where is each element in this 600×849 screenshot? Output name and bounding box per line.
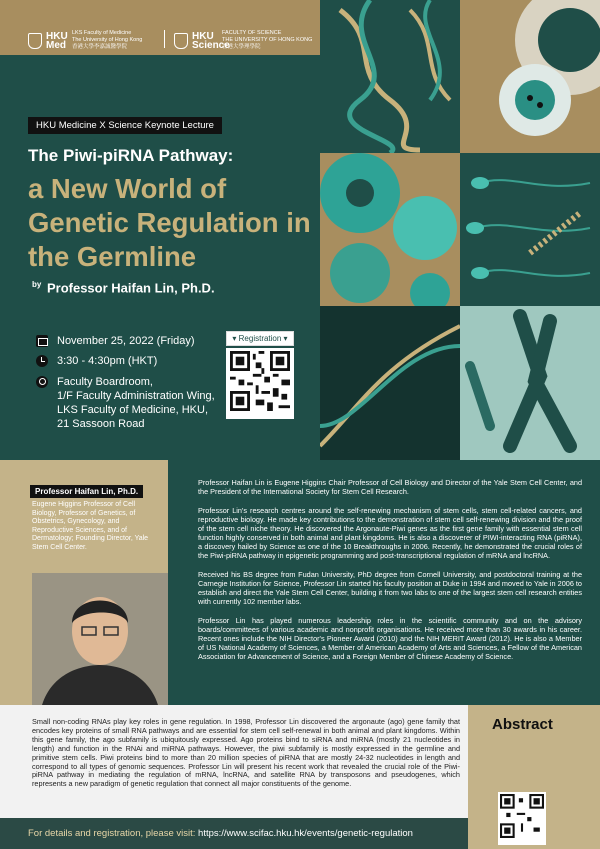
venue-line: 1/F Faculty Administration Wing, [57,390,215,402]
hku-med-text [72,30,142,51]
biography-paragraph: Professor Lin has played numerous leadership roles in the scientific community and on the advisory boards/committees of various academic and nonprofit organisations. He received more than 30 awards in his career. Recent ones include the NIH Director's Pioneer Award (2010) and the NIH MERIT Award (2012). He is also a Member of US National Academy of Sciences, a Member of American Academy of Arts and Sciences, a Fellow of the American Association for Advancement of Science, and a Foreign Member of Chinese Academy of Science. [198,616,582,661]
abstract-title: Abstract [492,716,553,733]
event-date: November 25, 2022 (Friday) [57,335,195,347]
lecture-title-line2: a New World of Genetic Regulation in the Germline [28,173,311,272]
hku-science-logo[interactable] [174,30,312,51]
hku-science-line3: 香港大學理學院 [222,44,261,50]
calendar-icon [36,335,48,347]
footer-text [28,828,413,839]
hku-med-line1: LKS Faculty of Medicine [72,30,132,36]
abstract-text: Small non-coding RNAs play key roles in gene regulation. In 1998, Professor Lin discovered the argonaute (ago) gene family that encodes key proteins of small RNA pathways and are essential for stem cell self-renewal in both animal and plant kingdoms. Within this gene family, the ago subfamily is ubiquitously expressed. Ago proteins bind to siRNA and miRNA (mostly 21 nucleotides in length) and function in the RNAi and miRNA pathways. However, the piwi subfamily is mostly expressed in the germline and primitive stem cells. Piwi proteins bind to more than 20 million species of piRNA that are mostly 24-32 nucleotides in length and correspond to all types of genomic sequences. Professor Lin will present his recent work that revealed the crucial role of the Piwi-piRNA pathway in mediating the regulation of mRNA, lncRNA, and satellite RNA by transposons and pseudogenes, which represents a new paradigm of genetic regulation that connect all major constituents of the genome. [32,717,460,789]
footer-qr-code[interactable] [498,792,546,845]
dna-strand-image [320,306,460,460]
venue-line: Faculty Boardroom, [57,376,153,388]
venue-line: 21 Sassoon Road [57,418,145,430]
qr-code-icon [500,794,544,838]
biography-paragraph: Professor Lin's research centres around the self-renewing mechanism of stem cells, stem cell-related cancers, and reproductive biology. He made key contributions to the demonstration of stem cell self-renewing division and the proof of the stem cell niche theory. He discovered the Argonaute-Piwi genes as the first gene family with essential stem cell function highly conserved in both animal and plant kingdoms. He is also a discoverer of PIWI-interacting RNA (piRNA), a discovery hailed by Science as one of the 10 Breakthroughs in 2006. Recently, he demonstrated the crucial roles of the Piwi-piRNA pathway in epigenetic programming and post-transcriptional regulation of mRNA and lncRNA. [198,506,582,560]
venue-row [36,375,215,431]
cell-image [460,0,600,153]
location-pin-icon [36,376,48,388]
science-image-mosaic [320,0,600,460]
hku-med-line2: The University of Hong Kong [72,37,143,43]
registration-link[interactable]: https://www.scifac.hku.hk/events/genetic-regulation [198,828,413,839]
by-label: by [32,280,42,289]
logo-divider [164,30,165,48]
registration-label: ▾ Registration ▾ [226,331,294,346]
stem-cells-image [320,153,460,306]
venue-line: LKS Faculty of Medicine, HKU, [57,404,209,416]
biography-text [198,478,582,671]
event-venue [57,375,215,431]
lecture-title-line1: The Piwi-piRNA Pathway: [28,146,234,165]
biography-paragraph: Received his BS degree from Fudan University, PhD degree from Cornell University, and postdoctoral training at the Carnegie Institution for Science, Professor Lin started his faculty position at Duke in 1994 and moved to Yale in 2006 to establish and direct the Yale Stem Cell Center, building it from two labs to one of the largest stem cell research entities with currently 102 member labs. [198,570,582,606]
speaker-photo [32,573,168,705]
speaker-role: Eugene Higgins Professor of Cell Biology, Professor of Genetics, of Obstetrics, Gynecology, and Reproductive Sciences, and of Dermatology; Founding Director, Yale Stem Cell Center. [32,501,149,551]
chromosome-image [460,306,600,460]
registration-qr-code[interactable] [226,348,294,419]
registration-box [226,331,294,413]
lecture-series-tag: HKU Medicine X Science Keynote Lecture [28,117,222,134]
hku-science-mark: HKU Science [192,30,230,51]
time-row [36,354,157,368]
hku-science-text [222,30,312,51]
hku-crest-icon [28,33,42,49]
dna-helix-image [320,0,460,153]
speaker-name-tag: Professor Haifan Lin, Ph.D. [30,485,143,498]
footer-lead: For details and registration, please visit: [28,828,196,839]
clock-icon [36,355,48,367]
hku-med-mark: HKU Med [46,30,68,51]
qr-code-icon [229,351,291,411]
sperm-cells-image [460,153,600,306]
speaker-line [32,280,215,295]
hku-med-logo[interactable] [28,30,142,51]
date-row [36,334,195,348]
hku-science-crest-icon [174,33,188,49]
biography-paragraph: Professor Haifan Lin is Eugene Higgins Chair Professor of Cell Biology and Director of the Yale Stem Cell Center, and the President of the International Society for Stem Cell Research. [198,478,582,496]
speaker-name: Professor Haifan Lin, Ph.D. [46,280,215,296]
hku-med-line3: 香港大學李嘉誠醫學院 [72,44,128,50]
hku-science-line2: THE UNIVERSITY OF HONG KONG [222,37,313,43]
event-time: 3:30 - 4:30pm (HKT) [57,355,158,367]
hku-science-line1: FACULTY OF SCIENCE [222,30,282,36]
